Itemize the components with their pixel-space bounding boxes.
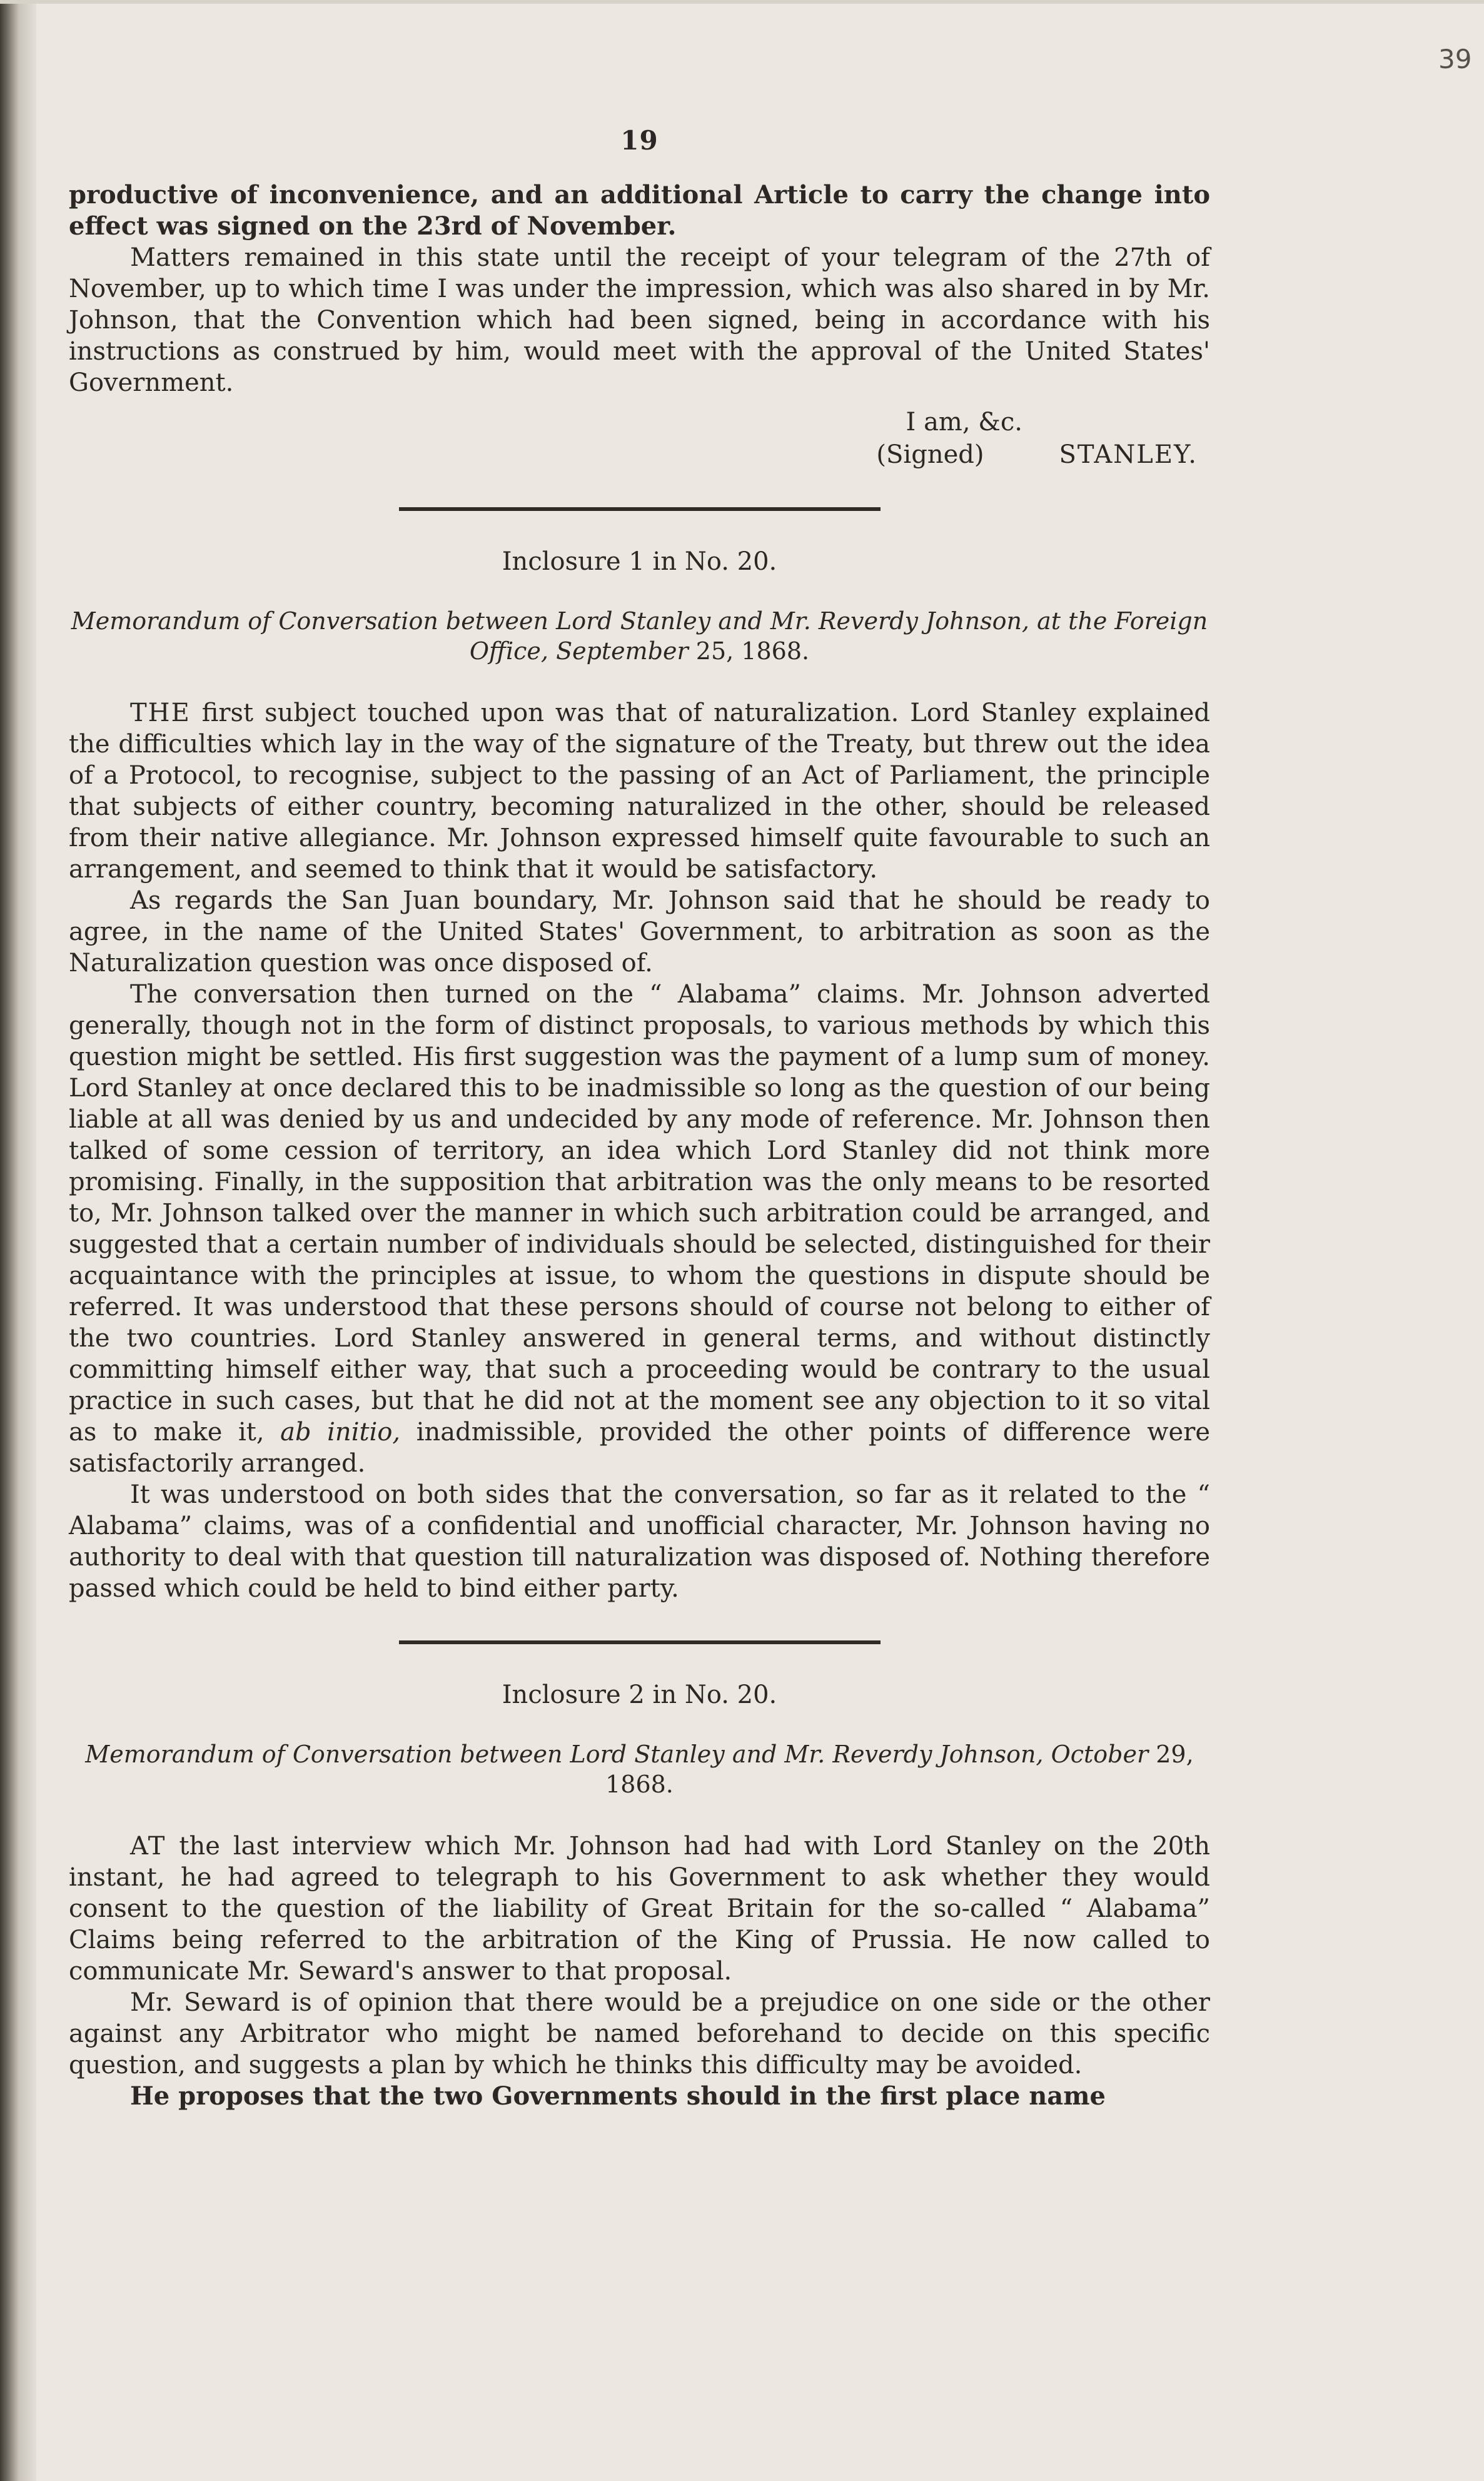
archive-page-number: 39 (1438, 44, 1472, 74)
paragraph: He proposes that the two Governments should in the first place name (130, 2081, 1106, 2111)
scan-binding-edge (0, 0, 36, 2481)
paragraph: It was understood on both sides that the conversation, so far as it related to the “ Alabama” claims, was of a confidential and unofficial character, Mr. Johnson having no authority to deal with that question till naturalization was disposed of. Nothing therefore passed which could be held to bind either party. (69, 1480, 1210, 1603)
enclosure-2 (69, 1680, 1210, 2112)
paragraph: As regards the San Juan boundary, Mr. Johnson said that he should be ready to agree, in the name of the United States' Government, to arbitration as soon as the Naturalization question was once disposed of. (69, 886, 1210, 978)
paragraph-text: the last interview which Mr. Johnson had had with Lord Stanley on the 20th instant, he had agreed to telegraph to his Government to ask whether they would consent to the question of the liability of Great Britain for the so-called “ Alabama” Claims being referred to the arbitration of the King of Prussia. He now called to communicate Mr. Seward's answer to that proposal. (69, 1832, 1210, 1986)
paragraph-text: inadmissible, provided the other points of difference were satisfactorily arranged. (69, 1418, 1210, 1478)
paragraph: productive of inconvenience, and an additional Article to carry the change into effect was signed on the 23rd of November. (69, 180, 1210, 241)
signature-line (69, 438, 1210, 471)
paragraph: Mr. Seward is of opinion that there would be a prejudice on one side or the other against any Arbitrator who might be named beforehand to decide on this specific question, and suggests a plan by which he thinks this difficulty may be avoided. (69, 1988, 1210, 2079)
signed-label: (Signed) (876, 440, 984, 469)
enclosure-1 (69, 547, 1210, 1604)
scan-top-edge (0, 0, 1484, 4)
paragraph (69, 1831, 1210, 1987)
memorandum-title (69, 606, 1210, 666)
enclosure-title: Inclosure 2 in No. 20. (502, 1680, 777, 1709)
lead-word: AT (130, 1832, 166, 1861)
enclosure-title: Inclosure 1 in No. 20. (502, 547, 777, 576)
section-divider (399, 507, 881, 511)
memorandum-title (69, 1739, 1210, 1799)
memorandum-date: 25, 1868. (695, 637, 810, 665)
signatory-name: STANLEY. (1059, 440, 1198, 469)
closing-salutation: I am, &c. (906, 408, 1022, 437)
paragraph (69, 979, 1210, 1479)
lead-word: THE (130, 699, 191, 727)
paragraph-text: The conversation then turned on the “ Alabama” claims. Mr. Johnson adverted generally, though not in the form of distinct proposals, to various methods by which this question might be settled. His first suggestion was the payment of a lump sum of money. Lord Stanley at once declared this to be inadmissible so long as the question of our being liable at all was denied by us and undecided by any mode of reference. Mr. Johnson then talked of some cession of territory, an idea which Lord Stanley did not think more promising. Finally, in the supposition that arbitration was the only means to be resorted to, Mr. Johnson talked over the manner in which such arbitration could be arranged, and suggested that a certain number of individuals should be selected, distinguished for their acquaintance with the principles at issue, to whom the questions in dispute should be referred. It was understood that these persons should of course not belong to either of the two countries. Lord Stanley answered in general terms, and without distinctly committing himself either way, that such a proceeding would be contrary to the usual practice in such cases, but that he did not at the moment see any objection to it so vital as to make it, (69, 980, 1210, 1447)
section-divider (399, 1640, 881, 1644)
page-number: 19 (620, 125, 659, 156)
memorandum-date: 29, 1868. (605, 1741, 1194, 1798)
latin-phrase: ab initio, (280, 1418, 401, 1447)
closing-block (69, 406, 1210, 471)
memorandum-title-text: Memorandum of Conversation between Lord Stanley and Mr. Reverdy Johnson, October (85, 1741, 1149, 1768)
paragraph: Matters remained in this state until the receipt of your telegram of the 27th of November, up to which time I was under the impression, which was also shared in by Mr. Johnson, that the Convention which had been signed, being in accordance with his instructions as construed by him, would meet with the approval of the United States' Government. (69, 243, 1210, 397)
paragraph-text: first subject touched upon was that of naturalization. Lord Stanley explained the difficulties which lay in the way of the signature of the Treaty, but threw out the idea of a Protocol, to recognise, subject to the passing of an Act of Parliament, the principle that subjects of either country, becoming naturalized in the other, should be released from their native allegiance. Mr. Johnson expressed himself quite favourable to such an arrangement, and seemed to think that it would be satisfactory. (69, 699, 1211, 884)
document-page (69, 125, 1210, 2112)
paragraph (69, 697, 1210, 885)
memorandum-title-text: Memorandum of Conversation between Lord Stanley and Mr. Reverdy Johnson, at the Foreign Office, September (71, 607, 1208, 665)
letter-continuation (69, 179, 1210, 471)
